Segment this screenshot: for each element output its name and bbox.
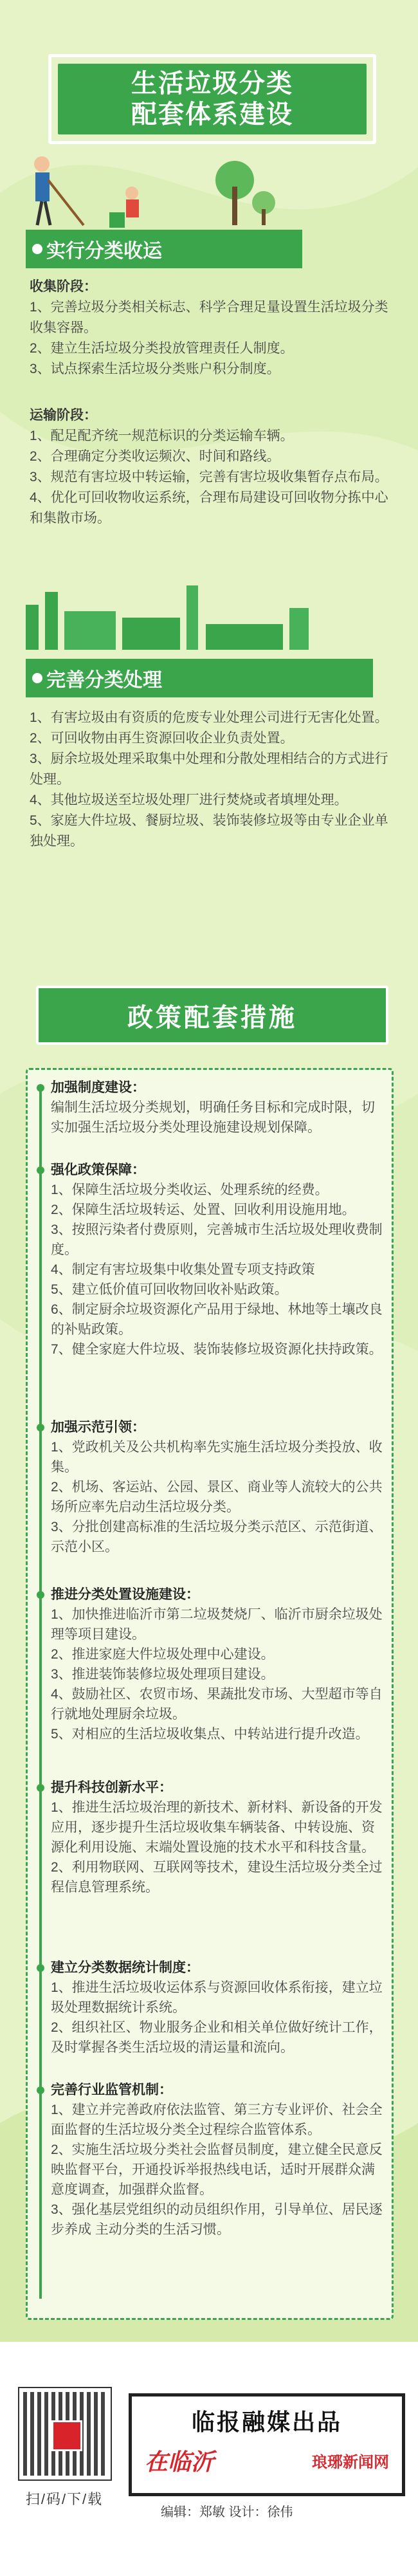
section-dot bbox=[32, 244, 42, 254]
collection-stage-block bbox=[30, 277, 390, 380]
policy-item: 5、对相应的生活垃圾收集点、中转站进行提升改造。 bbox=[51, 1727, 369, 1742]
processing-item: 5、家庭大件垃圾、餐厨垃圾、装饰装修垃圾等由专业企业单独处理。 bbox=[30, 813, 388, 849]
policy-group-demonstration bbox=[51, 1417, 385, 1557]
policy-item: 2、利用物联网、互联网等技术，建设生活垃圾分类全过程信息管理系统。 bbox=[51, 1860, 383, 1895]
policy-item: 1、党政机关及公共机构率先实施生活垃圾分类投放、收集。 bbox=[51, 1440, 383, 1475]
policy-group-guarantee bbox=[51, 1160, 385, 1359]
policy-item: 7、健全家庭大件垃圾、装饰装修垃圾资源化扶持政策。 bbox=[51, 1342, 383, 1357]
policy-heading: 加强制度建设： bbox=[51, 1078, 385, 1098]
credits: 编辑：郑敏 设计：徐伟 bbox=[161, 2505, 293, 2519]
collection-item: 3、试点探索生活垃圾分类账户积分制度。 bbox=[30, 362, 280, 376]
footer bbox=[0, 2342, 418, 2576]
policy-title: 政策配套措施 bbox=[127, 1003, 297, 1032]
policy-measures-box bbox=[26, 1068, 394, 2320]
transport-item: 2、合理确定分类收运频次、时间和路线。 bbox=[30, 449, 280, 464]
policy-item: 1、推进生活垃圾治理的新技术、新材料、新设备的开发应用，逐步提升生活垃圾收集车辆装备、中转设施、资源化利用设施、末端处置设施的技术水平和科技含量。 bbox=[51, 1800, 383, 1855]
policy-item: 编制生活垃圾分类规划，明确任务目标和完成时限，切实加强生活垃圾分类处理设施建设规划保障。 bbox=[51, 1100, 375, 1135]
policy-item: 1、保障生活垃圾分类收运、处理系统的经费。 bbox=[51, 1182, 329, 1197]
collection-stage-heading: 收集阶段： bbox=[30, 279, 97, 294]
people-cleaning-illustration bbox=[13, 148, 399, 232]
qr-code[interactable] bbox=[18, 2387, 112, 2481]
policy-item: 2、组织社区、物业服务企业和相关单位做好统计工作，及时掌握各类生活垃圾的清运量和流向。 bbox=[51, 2020, 383, 2055]
brand-logos bbox=[145, 2444, 389, 2477]
factory-illustration bbox=[26, 579, 386, 650]
transport-item: 1、配足配齐统一规范标识的分类运输车辆。 bbox=[30, 428, 294, 443]
policy-item: 2、实施生活垃圾分类社会监督员制度，建立健全民意反映监督平台，开通投诉举报热线电话，适时开展群众满意度调查，加强群众监督。 bbox=[51, 2142, 383, 2197]
section-dot bbox=[32, 673, 42, 683]
main-title-line-2: 配套体系建设 bbox=[131, 100, 293, 129]
policy-item: 3、强化基层党组织的动员组织作用，引导单位、居民逐步养成 主动分类的生活习惯。 bbox=[51, 2202, 383, 2237]
policy-item: 1、建立并完善政府依法监管、第三方专业评价、社会全面监督的生活垃圾分类全过程综合监管体系。 bbox=[51, 2102, 383, 2137]
policy-title-box bbox=[36, 986, 388, 1045]
policy-group-system bbox=[51, 1078, 385, 1137]
section-title-1: 实行分类收运 bbox=[46, 241, 162, 262]
transport-stage-heading: 运输阶段： bbox=[30, 408, 97, 423]
transport-item: 4、优化可回收物收运系统，合理布局建设可回收物分拣中心和集散市场。 bbox=[30, 490, 388, 526]
policy-heading: 推进分类处置设施建设： bbox=[51, 1585, 385, 1605]
policy-item: 3、推进装饰装修垃圾处理项目建设。 bbox=[51, 1667, 275, 1682]
section-title-2: 完善分类处理 bbox=[46, 670, 162, 691]
policy-heading: 加强示范引领： bbox=[51, 1417, 385, 1437]
processing-block bbox=[30, 708, 390, 852]
policy-heading: 提升科技创新水平： bbox=[51, 1778, 385, 1798]
policy-item: 4、鼓励社区、农贸市场、果蔬批发市场、大型超市等自行就地处理厨余垃圾。 bbox=[51, 1687, 383, 1722]
policy-group-technology bbox=[51, 1778, 385, 1897]
policy-item: 6、制定厨余垃圾资源化产品用于绿地、林地等土壤改良的补贴政策。 bbox=[51, 1302, 383, 1337]
policy-item: 3、按照污染者付费原则，完善城市生活垃圾处理收费制度。 bbox=[51, 1222, 383, 1257]
policy-item: 2、保障生活垃圾转运、处置、回收利用设施用地。 bbox=[51, 1202, 356, 1217]
section-heading-collection bbox=[26, 230, 302, 268]
policy-timeline bbox=[39, 1089, 42, 2299]
policy-heading: 强化政策保障： bbox=[51, 1160, 385, 1180]
policy-item: 2、机场、客运站、公园、景区、商业等人流较大的公共场所应率先启动生活垃圾分类。 bbox=[51, 1480, 383, 1514]
policy-group-supervision bbox=[51, 2080, 385, 2240]
main-title bbox=[58, 64, 367, 134]
policy-item: 3、分批创建高标准的生活垃圾分类示范区、示范街道、示范小区。 bbox=[51, 1520, 383, 1554]
main-title-line-1: 生活垃圾分类 bbox=[131, 69, 293, 98]
transport-stage-block bbox=[30, 405, 390, 529]
collection-item: 1、完善垃圾分类相关标志、科学合理足量设置生活垃圾分类收集容器。 bbox=[30, 300, 388, 335]
policy-group-statistics bbox=[51, 1958, 385, 2057]
qr-logo bbox=[51, 2420, 82, 2451]
transport-item: 3、规范有害垃圾中转运输，完善有害垃圾收集暂存点布局。 bbox=[30, 470, 388, 484]
policy-group-facilities bbox=[51, 1585, 385, 1744]
processing-item: 2、可回收物由再生资源回收企业负责处置。 bbox=[30, 731, 294, 746]
zailinyi-logo: 在临沂 bbox=[145, 2449, 215, 2475]
section-heading-processing bbox=[26, 659, 373, 697]
main-title-box bbox=[48, 54, 376, 144]
brand-box bbox=[129, 2393, 405, 2496]
langya-news-logo: 琅琊新闻网 bbox=[312, 2454, 389, 2471]
scan-download-label: 扫/码/下/载 bbox=[25, 2491, 104, 2507]
collection-item: 2、建立生活垃圾分类投放管理责任人制度。 bbox=[30, 341, 294, 356]
policy-item: 5、建立低价值可回收物回收补贴政策。 bbox=[51, 1282, 288, 1297]
processing-item: 1、有害垃圾由有资质的危废专业处理公司进行无害化处置。 bbox=[30, 710, 388, 725]
policy-item: 1、加快推进临沂市第二垃圾焚烧厂、临沂市厨余垃圾处理等项目建设。 bbox=[51, 1607, 383, 1642]
policy-item: 4、制定有害垃圾集中收集处置专项支持政策 bbox=[51, 1262, 315, 1277]
policy-item: 2、推进家庭大件垃圾处理中心建设。 bbox=[51, 1647, 275, 1662]
policy-heading: 建立分类数据统计制度： bbox=[51, 1958, 385, 1978]
processing-item: 4、其他垃圾送至垃圾处理厂进行焚烧或者填埋处理。 bbox=[30, 793, 348, 807]
processing-item: 3、厨余垃圾处理采取集中处理和分散处理相结合的方式进行处理。 bbox=[30, 751, 388, 787]
policy-item: 1、推进生活垃圾收运体系与资源回收体系衔接，建立垃圾处理数据统计系统。 bbox=[51, 1980, 383, 2015]
policy-heading: 完善行业监管机制： bbox=[51, 2080, 385, 2100]
brand-title: 临报融媒出品 bbox=[191, 2409, 342, 2435]
